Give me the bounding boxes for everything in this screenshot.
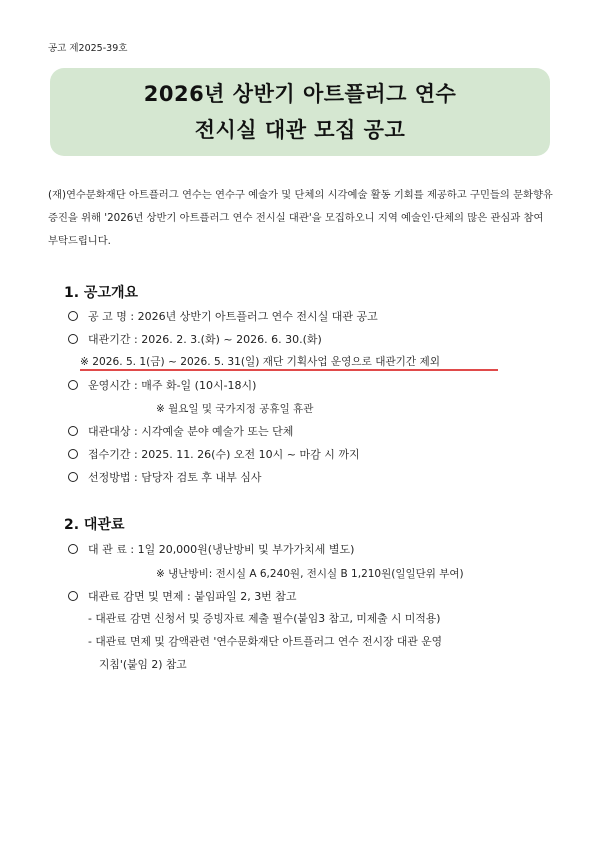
item-text: 대관대상 : 시각예술 분야 예술가 또는 단체 bbox=[88, 425, 294, 438]
item-text: 접수기간 : 2025. 11. 26(수) 오전 10시 ~ 마감 시 까지 bbox=[88, 448, 360, 461]
title-box bbox=[50, 68, 550, 156]
intro-paragraph: (재)연수문화재단 아트플러그 연수는 연수구 예술가 및 단체의 시각예술 활동 기회를 제공하고 구민들의 문화향유 증진을 위해 '2026년 상반기 아트플러그 연수 전시실 대관'을 모집하오니 지역 예술인·단체의 많은 관심과 참여 부탁드립니다. bbox=[48, 189, 553, 247]
closed-day-note: ※ 월요일 및 국가지정 공휴일 휴관 bbox=[156, 403, 314, 415]
item-text: 공 고 명 : 2026년 상반기 아트플러그 연수 전시실 대관 공고 bbox=[88, 310, 378, 323]
title-line-2: 전시실 대관 모집 공고 bbox=[194, 118, 406, 142]
reduction-detail-1: - 대관료 감면 신청서 및 증빙자료 제출 필수(붙임3 참고, 미제출 시 미적용) bbox=[88, 612, 441, 625]
red-underline bbox=[80, 369, 498, 371]
list-item bbox=[68, 446, 360, 462]
list-item bbox=[68, 308, 378, 324]
reduction-detail-2-cont: 지침'(붙임 2) 참고 bbox=[99, 658, 187, 671]
hvac-fee-note: ※ 냉난방비: 전시실 A 6,240원, 전시실 B 1,210원(일일단위 부여) bbox=[156, 568, 464, 580]
circle-bullet-icon bbox=[68, 311, 78, 321]
list-item bbox=[68, 541, 354, 557]
circle-bullet-icon bbox=[68, 380, 78, 390]
list-item bbox=[68, 588, 297, 604]
reduction-detail-2: - 대관료 면제 및 감액관련 '연수문화재단 아트플러그 연수 전시장 대관 운영 bbox=[88, 635, 443, 648]
circle-bullet-icon bbox=[68, 544, 78, 554]
notice-number: 공고 제2025-39호 bbox=[48, 43, 128, 54]
list-item bbox=[68, 331, 322, 347]
list-item bbox=[68, 377, 256, 393]
title-line-1: 2026년 상반기 아트플러그 연수 bbox=[143, 82, 457, 106]
list-item bbox=[68, 469, 261, 485]
item-text: 선정방법 : 담당자 검토 후 내부 심사 bbox=[88, 471, 262, 484]
circle-bullet-icon bbox=[68, 334, 78, 344]
section-1-title: 1. 공고개요 bbox=[64, 285, 139, 301]
item-text: 운영시간 : 매주 화-일 (10시-18시) bbox=[88, 379, 257, 392]
item-text: 대 관 료 : 1일 20,000원(냉난방비 및 부가가치세 별도) bbox=[88, 543, 355, 556]
list-item bbox=[68, 423, 293, 439]
circle-bullet-icon bbox=[68, 591, 78, 601]
item-text: 대관료 감면 및 면제 : 붙임파일 2, 3번 참고 bbox=[88, 590, 297, 603]
section-2-title: 2. 대관료 bbox=[64, 517, 125, 533]
circle-bullet-icon bbox=[68, 426, 78, 436]
excluded-period-note: ※ 2026. 5. 1(금) ~ 2026. 5. 31(일) 재단 기획사업 운영으로 대관기간 제외 bbox=[80, 356, 440, 368]
circle-bullet-icon bbox=[68, 472, 78, 482]
circle-bullet-icon bbox=[68, 449, 78, 459]
item-text: 대관기간 : 2026. 2. 3.(화) ~ 2026. 6. 30.(화) bbox=[88, 333, 322, 346]
